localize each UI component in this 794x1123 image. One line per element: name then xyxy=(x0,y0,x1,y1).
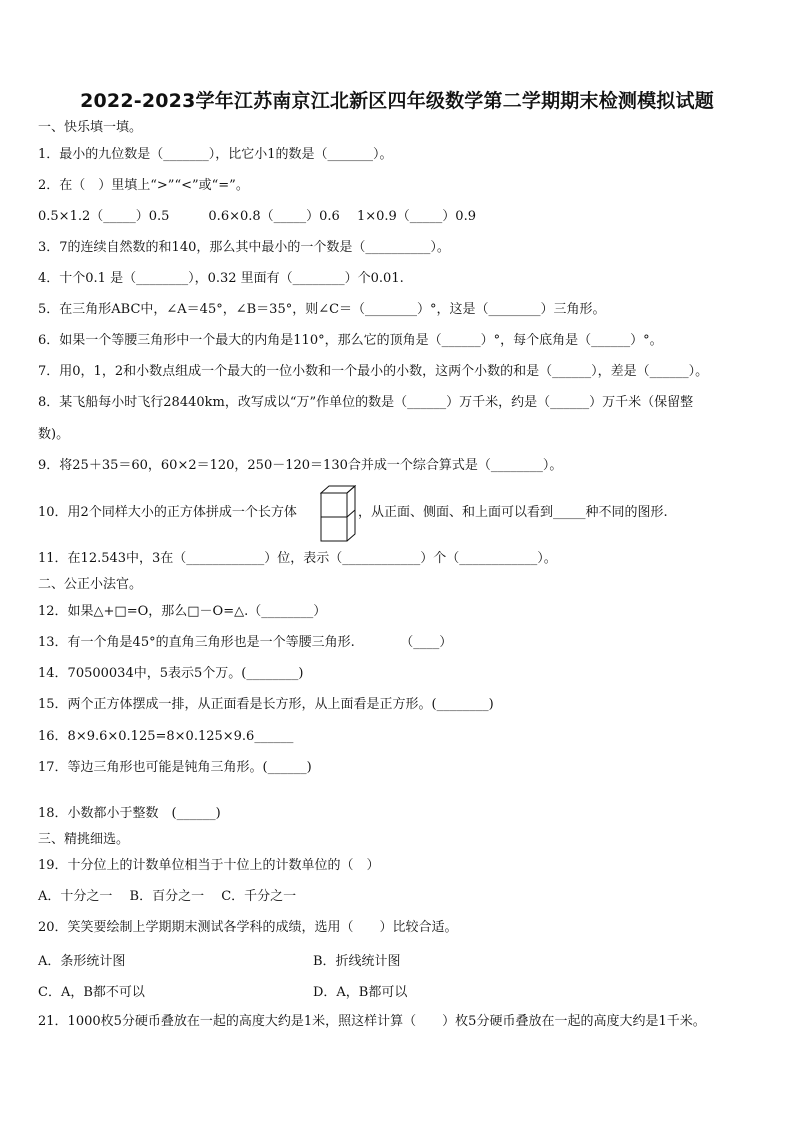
question-9: 9．将25＋35＝60，60×2＝120，250－120＝130合并成一个综合算式是（________）。 xyxy=(38,458,563,473)
question-19: 19．十分位上的计数单位相当于十位上的计数单位的（ ） xyxy=(38,858,380,873)
question-19-options: A．十分之一 B．百分之一 C．千分之一 xyxy=(38,889,297,904)
question-15: 15．两个正方体摆成一排，从正面看是长方形，从上面看是正方形。(________) xyxy=(38,697,494,712)
section-2-heading: 二、公正小法官。 xyxy=(38,577,143,592)
question-14: 14．70500034中，5表示5个万。(________) xyxy=(38,666,304,681)
question-21: 21．1000枚5分硬币叠放在一起的高度大约是1米，照这样计算（ ）枚5分硬币叠放在一起的高度大约是1千米。 xyxy=(38,1014,706,1029)
question-11: 11．在12.543中，3在（____________）位，表示（____________）个（____________）。 xyxy=(38,551,557,566)
question-20-option-c: C．A，B都不可以 xyxy=(38,985,145,1000)
question-13: 13．有一个角是45°的直角三角形也是一个等腰三角形. （____） xyxy=(38,635,453,650)
question-20-option-d: D．A，B都可以 xyxy=(313,985,408,1000)
section-1-heading: 一、快乐填一填。 xyxy=(38,120,143,135)
question-4: 4．十个0.1 是（________），0.32 里面有（________）个0.01. xyxy=(38,271,404,286)
question-20: 20．笑笑要绘制上学期期末测试各学科的成绩，选用（ ）比较合适。 xyxy=(38,920,458,935)
question-6: 6．如果一个等腰三角形中一个最大的内角是110°，那么它的顶角是（______）°，每个底角是（______）°。 xyxy=(38,333,663,348)
question-7: 7．用0，1，2和小数点组成一个最大的一位小数和一个最小的小数，这两个小数的和是（______），差是（______）。 xyxy=(38,364,709,379)
section-3-heading: 三、精挑细选。 xyxy=(38,832,130,847)
question-17: 17．等边三角形也可能是钝角三角形。(______) xyxy=(38,760,312,775)
question-18: 18．小数都小于整数 (______) xyxy=(38,806,221,821)
question-5: 5．在三角形ABC中，∠A＝45°，∠B＝35°，则∠C＝（________）°，这是（________）三角形。 xyxy=(38,302,606,317)
question-10-part-2: ，从正面、侧面、和上面可以看到_____种不同的图形. xyxy=(358,505,668,520)
question-10-part-1: 10．用2个同样大小的正方体拼成一个长方体 xyxy=(38,505,297,520)
question-12: 12．如果△+□=O，那么□－O=△.（________） xyxy=(38,604,327,619)
question-8-line-1: 8．某飞船每小时飞行28440km，改写成以“万”作单位的数是（______）万千米，约是（______）万千米（保留整 xyxy=(38,395,694,410)
question-8-line-2: 数)。 xyxy=(38,427,70,442)
question-20-option-b: B．折线统计图 xyxy=(313,954,401,969)
question-16: 16．8×9.6×0.125=8×0.125×9.6______ xyxy=(38,729,294,744)
question-2-items: 0.5×1.2（_____）0.5 0.6×0.8（_____）0.6 1×0.9（_____）0.9 xyxy=(38,209,476,224)
two-stacked-cubes-icon xyxy=(320,485,356,543)
question-1: 1．最小的九位数是（_______），比它小1的数是（_______）。 xyxy=(38,147,393,162)
question-20-option-a: A．条形统计图 xyxy=(38,954,126,969)
question-2: 2．在（ ）里填上“>”“<”或“=”。 xyxy=(38,178,249,193)
question-3: 3．7的连续自然数的和140，那么其中最小的一个数是（__________）。 xyxy=(38,240,450,255)
page-title: 2022-2023学年江苏南京江北新区四年级数学第二学期期末检测模拟试题 xyxy=(80,90,714,112)
